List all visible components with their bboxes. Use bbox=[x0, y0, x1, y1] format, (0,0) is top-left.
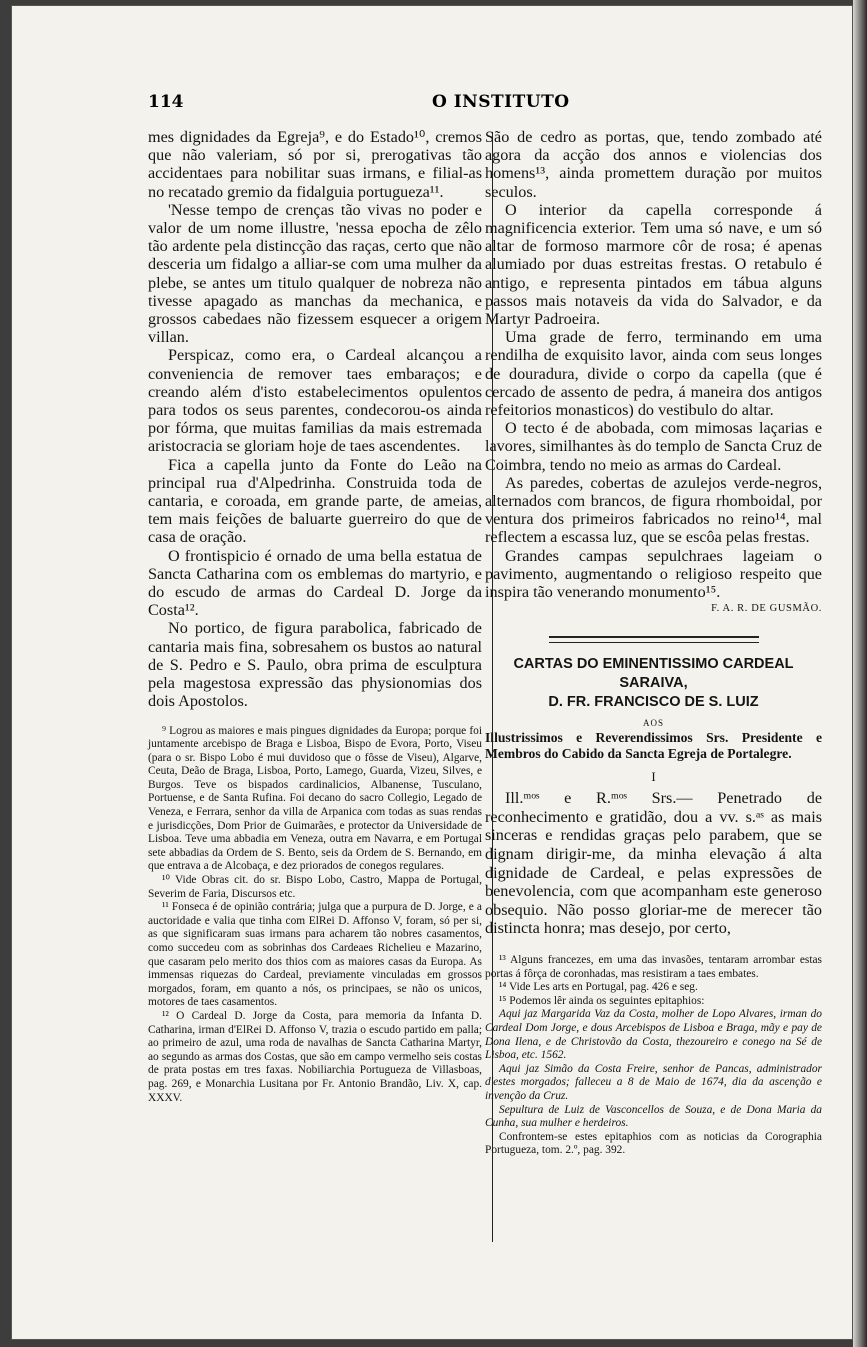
page-header bbox=[148, 92, 838, 114]
paragraph: 'Nesse tempo de crenças tão vivas no poder e valor de um nome illustre, 'nessa epocha de zêlo tão ardente pela distincção das raças, certo que não desceria um fidalgo a alliar-se com uma mulher da plebe, se antes um titulo qualquer de nobreza não tivesse apagado as manchas da mechanica, e grossos cabedaes não fizessem esquecer a origem villan. bbox=[148, 200, 482, 347]
epitaph: Aqui jaz Simão da Costa Freire, senhor de Pancas, administrador d'estes morgados; falleceu a 8 de Maio de 1674, dia da ascenção e invenção da Cruz. bbox=[485, 1062, 822, 1102]
footnote: ¹⁵ Podemos lêr ainda os seguintes epitaphios: bbox=[499, 994, 705, 1007]
paragraph: O frontispicio é ornado de uma bella estatua de Sancta Catharina com os emblemas do martyrio, e do escudo de armas do Cardeal D. Jorge da Costa¹². bbox=[148, 546, 482, 620]
paragraph: São de cedro as portas, que, tendo zombado até agora da acção dos annos e violencias dos homens¹³, ainda promettem duração por muitos seculos. bbox=[485, 128, 822, 201]
footnote: ¹¹ Fonseca é de opinião contrária; julga que a purpura de D. Jorge, e a auctoridade e valia que tinha com ElRei D. Affonso V, foram, só per si, as que significaram suas irmans para acharem tão nobres casamentos, como succedeu com as sobrinhas dos Cardeaes Richelieu e Mazarino, que casaram pelo merito dos thios com as maiores casas da Europa. As immensas riquezas do Cardeal, previamente vinculadas em grossos morgados, foram, em quanto a nós, os principaes, se não os unicos, motores de taes casamentos. bbox=[148, 901, 482, 1009]
letter-text: Ill.ᵐᵒˢ e R.ᵐᵒˢ Srs.— Penetrado de reconhecimento e gratidão, dou a vv. s.ᵃˢ as mais sinceras e rendidas graças pelo parabem, que se dignam dirigir-me, da minha elevação á alta dignidade de Cardeal, e pelas expressões de benevolencia, com que acompanham este generoso obsequio. Não posso gloriar-me de merecer tão distincta honra; mas desejo, por certo, bbox=[485, 789, 822, 938]
footnote: ¹⁰ Vide Obras cit. do sr. Bispo Lobo, Castro, Mappa de Portugal, Severim de Faria, Discursos etc. bbox=[148, 874, 482, 900]
right-column bbox=[485, 128, 822, 1158]
journal-title: O INSTITUTO bbox=[432, 92, 570, 112]
paragraph: Perspicaz, como era, o Cardeal alcançou a conveniencia de remover taes embaraços; e creando além d'isto estabelecimentos opulentos para todos os seus parentes, condecorou-os ainda por fórma, que muitas familias da mais estremada aristocracia se gloriam hoje de taes ascendentes. bbox=[148, 346, 482, 456]
page-sheet bbox=[12, 6, 852, 1339]
paragraph: Grandes campas sepulchraes lageiam o pavimento, augmentando o religioso respeito que inspira tão venerando monumento¹⁵. bbox=[485, 546, 822, 602]
author-signature: F. A. R. DE GUSMÃO. bbox=[711, 603, 822, 615]
left-footnotes bbox=[148, 725, 482, 1106]
right-body bbox=[485, 128, 822, 601]
section-divider bbox=[549, 636, 759, 643]
footnote: ¹³ Alguns francezes, em uma das invasões, tentaram arrombar estas portas á fôrça de coronhadas, mas resistiram a taes embates. bbox=[485, 954, 822, 980]
paragraph: Fica a capella junto da Fonte do Leão na principal rua d'Alpedrinha. Construida toda de cantaria, e coroada, em grande parte, de ameias, tem mais feições de baluarte guerreiro do que de casa de oração. bbox=[148, 455, 482, 547]
footnote: ¹⁴ Vide Les arts en Portugal, pag. 426 e seg. bbox=[499, 981, 698, 994]
paragraph: As paredes, cobertas de azulejos verde-negros, alternados com brancos, de figura rhomboidal, por ventura dos primeiros fabricados no reino¹⁴, mal reflectem a escassa luz, que se escôa pelas frestas. bbox=[485, 473, 822, 547]
letter-number: I bbox=[651, 769, 656, 785]
right-footnotes bbox=[485, 954, 822, 1158]
letter-address: Illustrissimos e Reverendissimos Srs. Presidente e Membros do Cabido da Sancta Egreja de Portalegre. bbox=[485, 730, 822, 761]
book-spine-edge bbox=[853, 0, 867, 1347]
salutation-aos: AOS bbox=[642, 718, 664, 729]
epitaph: Sepultura de Luiz de Vasconcellos de Souza, e de Dona Maria da Cunha, sua mulher e herdeiros. bbox=[485, 1103, 822, 1130]
paragraph: mes dignidades da Egreja⁹, e do Estado¹⁰, cremos que não valeriam, só por si, prerogativas tão accidentaes para nobilitar suas irmans, e filial-as no recatado gremio da fidalguia portugueza¹¹. bbox=[148, 128, 482, 201]
left-column bbox=[148, 128, 482, 1105]
paragraph: O interior da capella corresponde á magnificencia exterior. Tem uma só nave, e um só altar de formoso marmore côr de rosa; é apenas alumiado por duas estreitas frestas. O retabulo é antigo, e representa pintados em tábua alguns passos mais notaveis da vida do Salvador, e da Martyr Padroeira. bbox=[485, 200, 822, 329]
letter-body bbox=[485, 789, 822, 938]
footnote: Confrontem-se estes epitaphios com as noticias da Corographia Portugueza, tom. 2.º, pag. 392. bbox=[485, 1130, 822, 1157]
paragraph: O tecto é de abobada, com mimosas laçarias e lavores, similhantes às do templo de Sancta Cruz de Coimbra, tendo no meio as armas do Cardeal. bbox=[485, 419, 822, 474]
page-number: 114 bbox=[148, 92, 184, 112]
section-title: CARTAS DO EMINENTISSIMO CARDEAL SARAIVA, bbox=[513, 656, 794, 692]
epitaph: Aqui jaz Margarida Vaz da Costa, molher de Lopo Alvares, irman do Cardeal Dom Jorge, e dous Arcebispos de Lisboa e Braga, mãy e pay de Dona Ilena, e de Christovão da Costa, thezoureiro e conego na Sé de Lisboa, etc. 1562. bbox=[485, 1008, 822, 1062]
footnote: ⁹ Logrou as maiores e mais pingues dignidades da Europa; porque foi juntamente arcebispo de Braga e Lisboa, Bispo de Evora, Porto, Viseu (para o sr. Bispo Lobo é mui duvidoso que o fôsse de Viseu), Algarve, Ceuta, Deão de Braga, Lisboa, Porto, Lamego, Guarda, Vizeu, Silves, e Burgos. Teve os bispados cardinalicios, Albanense, Tusculano, Portuense, e de Santa Rufina. Foi decano do sacro Collegio, Legado de Veneza, e Ferrara, senhor da villa de Arpanica com todas as suas rendas e jurisdicções, Dom Prior de Guimarães, e protector da Universidade de Lisboa. Teve uma abbadia em Veneza, outra em Navarra, e em Portugal sete abbadias da Ordem de S. Bento, seis da Ordem de S. Bernando, em que entrava a de Alcobaça, e dez priorados de conegos regulares. bbox=[148, 724, 482, 873]
left-body bbox=[148, 128, 482, 711]
section-subtitle: D. FR. FRANCISCO DE S. LUIZ bbox=[548, 694, 759, 711]
paragraph: Uma grade de ferro, terminando em uma rendilha de exquisito lavor, ainda com seus longes de douradura, divide o corpo da capella (que é cercado de assento de pedra, á maneira dos antigos refeitorios monasticos) do vestibulo do altar. bbox=[485, 328, 822, 420]
paragraph: No portico, de figura parabolica, fabricado de cantaria mais fina, sobresahem os bustos ao natural de S. Pedro e S. Paulo, obra prima de esculptura pela magestosa expressão das physionomias dos dois Apostolos. bbox=[148, 619, 482, 711]
footnote: ¹² O Cardeal D. Jorge da Costa, para memoria da Infanta D. Catharina, irman d'ElRei D. Affonso V, trazia o escudo partido em palla; ao primeiro de azul, uma roda de navalhas de Sancta Catharina Martyr, ao segundo as armas dos Costas, que são em campo vermelho seis costas de prata postas em tres faxas. Nobiliarchia Portugueza de Villasboas, pag. 269, e Monarchia Lusitana por Fr. Antonio Brandão, Liv. X, cap. XXXV. bbox=[148, 1009, 482, 1104]
